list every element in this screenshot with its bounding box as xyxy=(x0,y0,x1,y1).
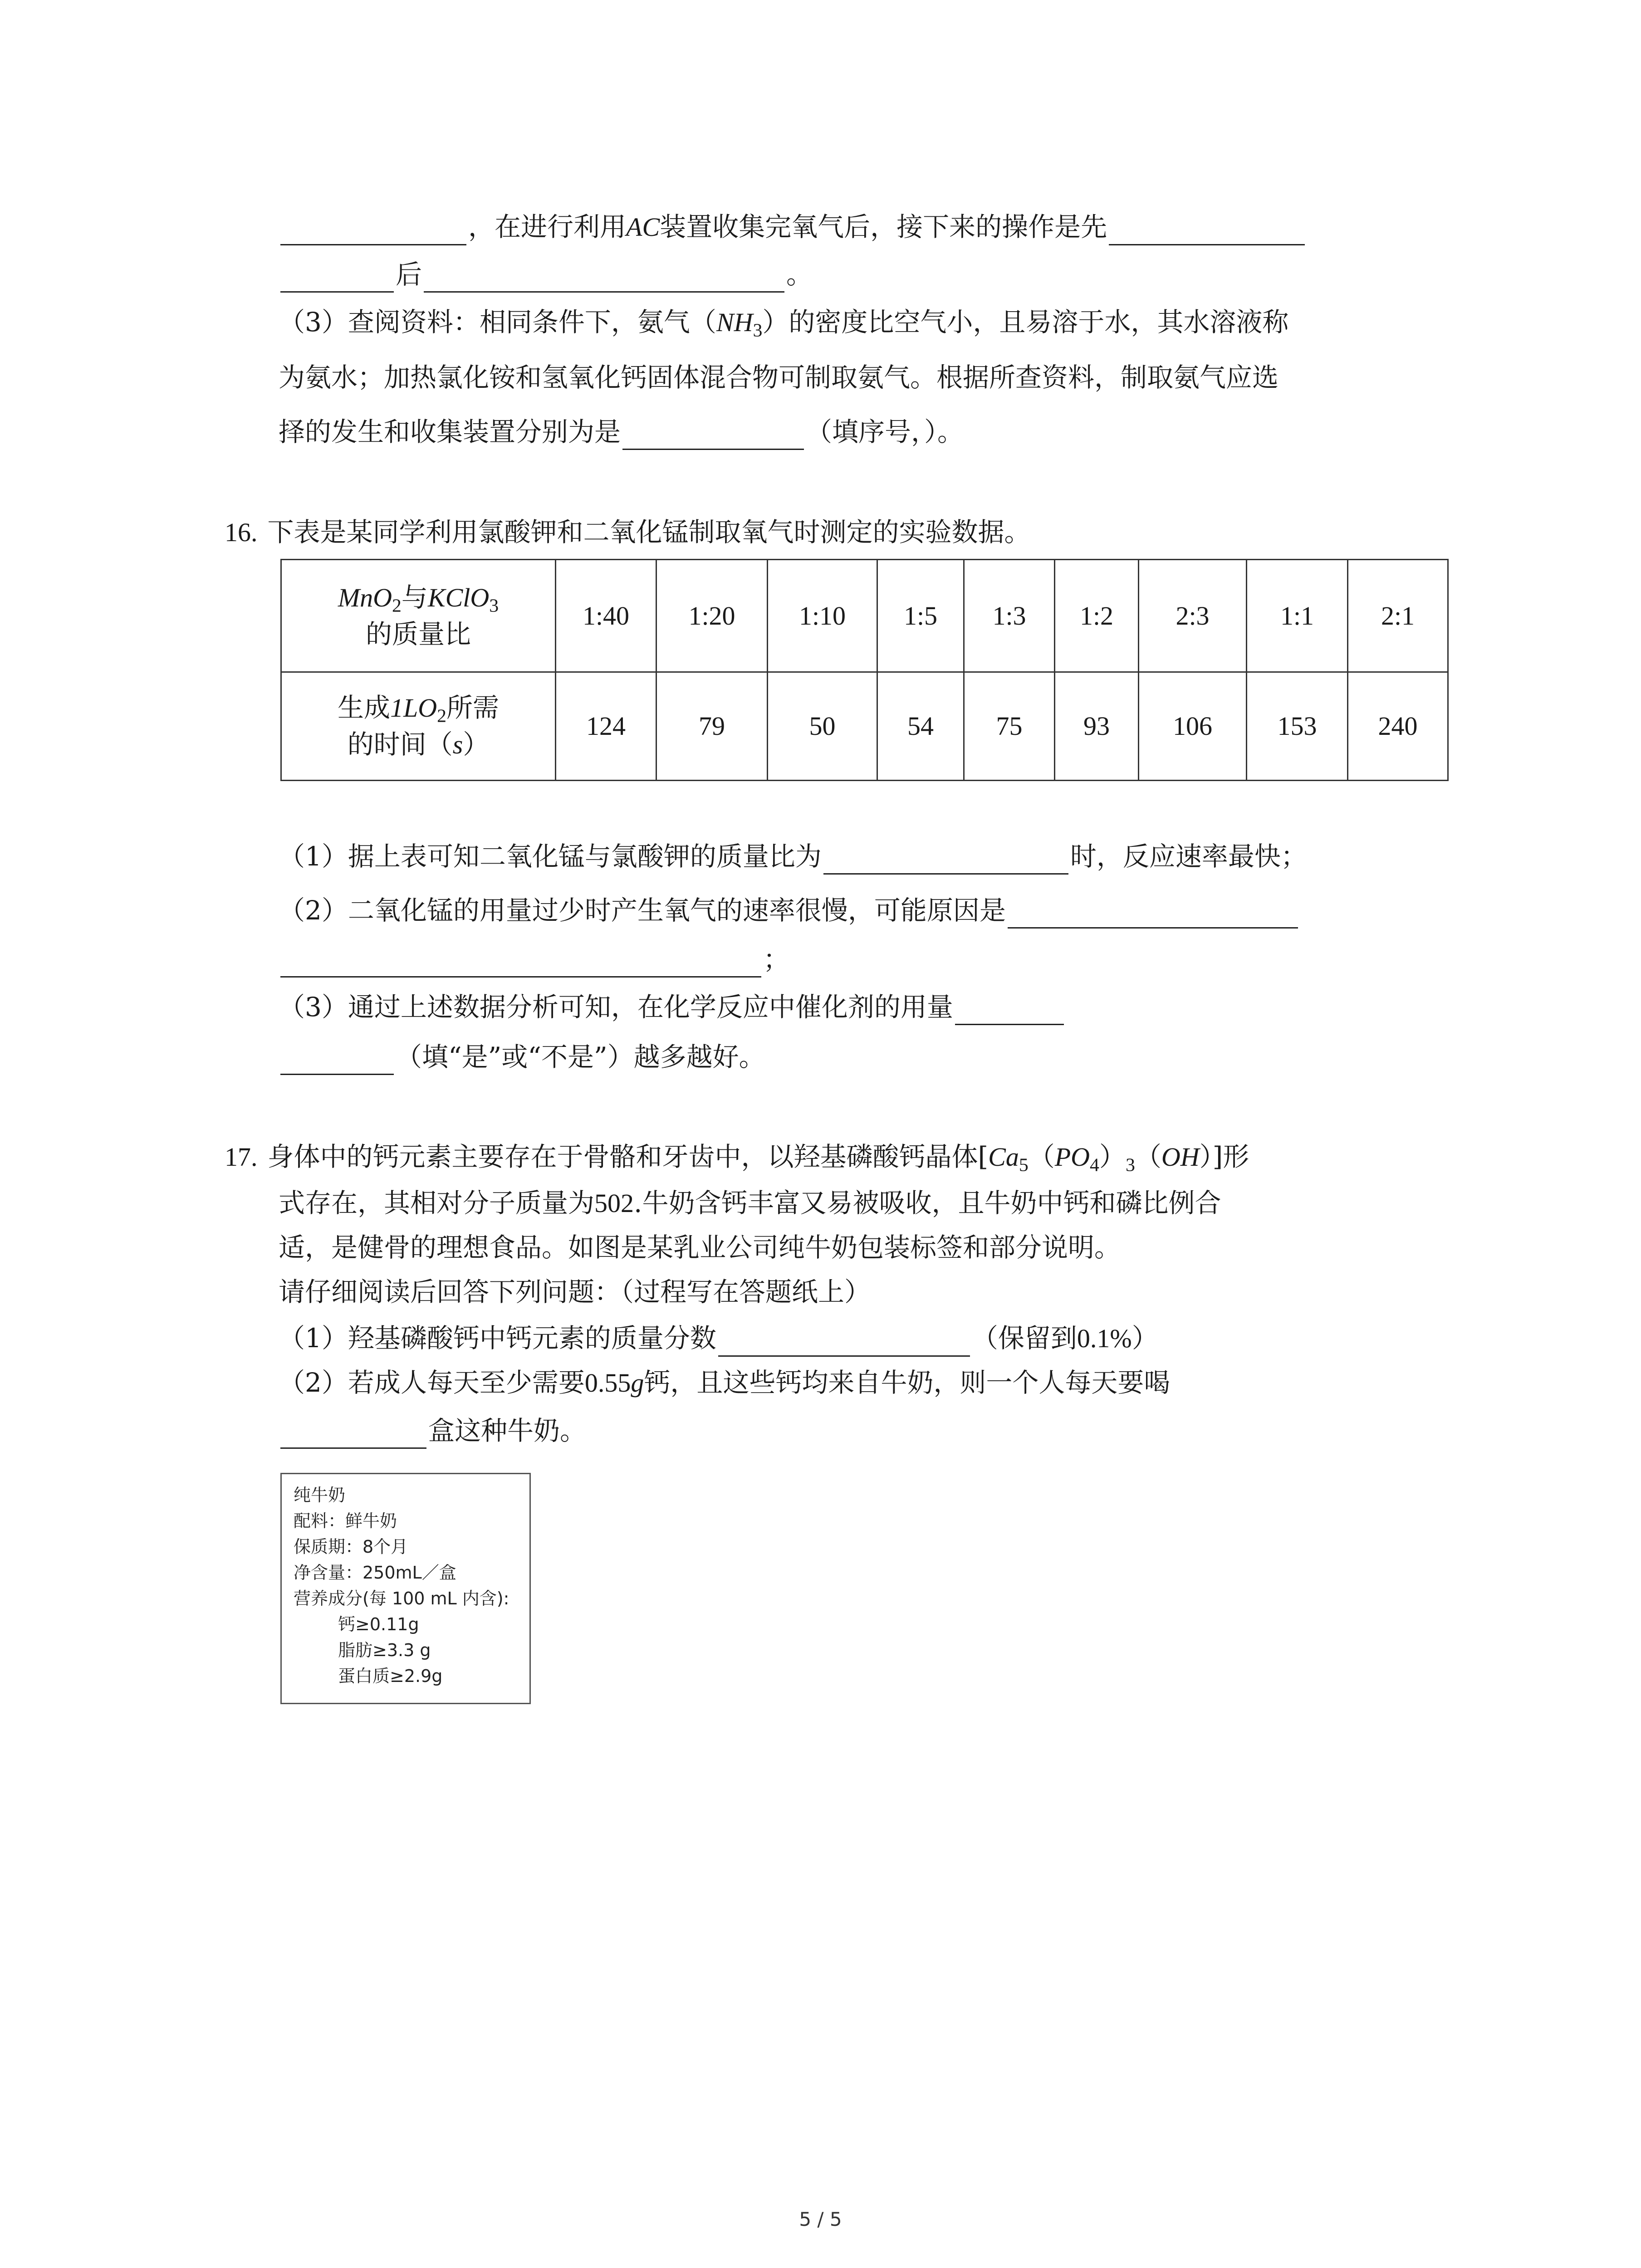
milk-label xyxy=(280,1473,531,1704)
q17-line-2 xyxy=(279,1185,1221,1222)
text-segment: （保留到 xyxy=(971,1323,1077,1354)
answer-blank[interactable] xyxy=(280,949,761,978)
q16-stem xyxy=(225,514,1031,551)
subscript: 3 xyxy=(753,320,763,341)
text-segment: （2）二氧化锰的用量过少时产生氧气的速率很慢，可能原因是 xyxy=(279,895,1006,926)
text-segment: （3）通过上述数据分析可知，在化学反应中催化剂的用量 xyxy=(279,992,953,1022)
number: 0.55 xyxy=(584,1368,631,1398)
answer-blank[interactable] xyxy=(1109,217,1305,245)
table-cell: 1:20 xyxy=(656,560,768,672)
text-segment: （1）羟基磷酸钙中钙元素的质量分数 xyxy=(279,1323,716,1354)
text-segment: .牛奶含钙丰富又易被吸收，且牛奶中钙和磷比例合 xyxy=(634,1188,1221,1218)
table-cell: 2:3 xyxy=(1139,560,1247,672)
q16-part2-line-2 xyxy=(279,941,789,978)
formula: PO xyxy=(1054,1142,1090,1172)
q17-line-3: 适，是健骨的理想食品。如图是某乳业公司纯牛奶包装标签和部分说明。 xyxy=(279,1232,1121,1263)
subscript: 3 xyxy=(1125,1154,1135,1176)
q15-part3-line-1 xyxy=(279,304,1288,341)
table-cell: 1:1 xyxy=(1247,560,1348,672)
text-segment: 身体中的钙元素主要存在于骨骼和牙齿中，以羟基磷酸钙晶体[ xyxy=(267,1141,989,1172)
variable: AC xyxy=(626,212,660,242)
question-number: 16. xyxy=(225,518,258,547)
table-row-time xyxy=(281,672,1448,781)
q15-line-1 xyxy=(279,209,1307,245)
answer-blank[interactable] xyxy=(718,1328,970,1357)
q17-line-4: 请仔细阅读后回答下列问题：（过程写在答题纸上） xyxy=(279,1276,871,1307)
text-segment: ； xyxy=(763,944,790,975)
q17-line-1: 17. 身体中的钙元素主要存在于骨骼和牙齿中，以羟基磷酸钙晶体$[Ca_5(PO_4)_3(OH)]$形 xyxy=(225,1141,1249,1176)
text-segment: 装置收集完氧气后，接下来的操作是先 xyxy=(660,211,1107,242)
text-segment: 时，反应速率最快； xyxy=(1070,841,1307,872)
text-segment: ） xyxy=(1132,1323,1158,1354)
table-cell: 2:1 xyxy=(1348,560,1448,672)
number: 502 xyxy=(594,1188,634,1218)
q16-part2-line-1 xyxy=(279,892,1300,929)
text-segment: （填序号，）。 xyxy=(806,416,964,447)
answer-blank[interactable] xyxy=(955,997,1064,1025)
text-segment: （2）若成人每天至少需要 xyxy=(279,1367,585,1398)
text-segment: ，在进行利用 xyxy=(468,211,627,242)
table-cell: 54 xyxy=(877,672,964,781)
text-segment: （3）查阅资料：相同条件下，氨气（ xyxy=(279,307,716,337)
text-segment: 式存在，其相对分子质量为 xyxy=(279,1188,595,1218)
label-ingredients: 配料：鲜牛奶 xyxy=(294,1511,397,1531)
table-cell: 50 xyxy=(768,672,877,781)
q16-part3-line-1 xyxy=(279,989,1066,1025)
answer-blank[interactable] xyxy=(823,846,1068,875)
label-title: 纯牛奶 xyxy=(294,1485,346,1505)
text-segment: 后 xyxy=(396,259,422,290)
formula: NH xyxy=(716,308,753,337)
table-cell: 79 xyxy=(656,672,768,781)
question-stem: 下表是某同学利用氯酸钾和二氧化锰制取氧气时测定的实验数据。 xyxy=(267,517,1031,547)
label-net-content: 净含量：250mL／盒 xyxy=(294,1563,456,1583)
text-segment: 。 xyxy=(786,259,813,290)
formula: Ca xyxy=(988,1142,1019,1172)
table-cell: 1:10 xyxy=(768,560,877,672)
q16-part1 xyxy=(279,838,1307,875)
answer-blank[interactable] xyxy=(622,421,804,450)
table-cell: 240 xyxy=(1348,672,1448,781)
table-header-ratio: MnO$_2$与KClO$_3$ 的质量比 xyxy=(281,560,556,672)
label-nutrition-heading: 营养成分(每 100 mL 内含): xyxy=(294,1589,509,1608)
table-row-ratio xyxy=(281,560,1448,672)
table-cell: 75 xyxy=(964,672,1055,781)
subscript: 4 xyxy=(1090,1154,1099,1176)
table-cell: 1:40 xyxy=(556,560,656,672)
formula: OH xyxy=(1161,1142,1200,1172)
q17-part2-line-2 xyxy=(279,1413,586,1449)
table-cell: 1:5 xyxy=(877,560,964,672)
table-cell: 153 xyxy=(1247,672,1348,781)
answer-blank[interactable] xyxy=(1008,900,1298,929)
label-fat: 脂肪≥3.3 g xyxy=(338,1640,431,1660)
number: 0.1% xyxy=(1077,1324,1132,1353)
answer-blank[interactable] xyxy=(280,1420,426,1449)
experiment-data-table xyxy=(280,559,1449,781)
answer-blank[interactable] xyxy=(280,264,394,293)
table-cell: 1:2 xyxy=(1055,560,1139,672)
answer-blank[interactable] xyxy=(280,1046,394,1075)
text-segment: ）的密度比空气小，且易溶于水，其水溶液称 xyxy=(762,307,1289,337)
subscript: 5 xyxy=(1019,1154,1029,1176)
table-cell: 93 xyxy=(1055,672,1139,781)
label-shelf-life: 保质期：8个月 xyxy=(294,1537,408,1557)
text-segment: （填“是”或“不是”）越多越好。 xyxy=(396,1041,765,1072)
table-cell: 124 xyxy=(556,672,656,781)
label-protein: 蛋白质≥2.9g xyxy=(338,1666,443,1686)
text-segment: 择的发生和收集装置分别为是 xyxy=(279,416,621,447)
q15-part3-line-3 xyxy=(279,414,964,450)
text-segment: （1）据上表可知二氧化锰与氯酸钾的质量比为 xyxy=(279,841,822,872)
q17-part2-line-1 xyxy=(279,1364,1170,1401)
table-cell: 106 xyxy=(1139,672,1247,781)
page-number: 5 / 5 xyxy=(799,2208,842,2230)
q15-line-2 xyxy=(279,256,813,293)
answer-blank[interactable] xyxy=(280,217,466,245)
text-segment: 钙，且这些钙均来自牛奶，则一个人每天要喝 xyxy=(644,1367,1171,1398)
q15-part3-line-2: 为氨水；加热氯化铵和氢氧化钙固体混合物可制取氨气。根据所查资料，制取氨气应选 xyxy=(279,362,1279,393)
question-number: 17. xyxy=(225,1142,258,1172)
q17-part1 xyxy=(279,1320,1158,1357)
label-calcium: 钙≥0.11g xyxy=(338,1614,419,1634)
table-cell: 1:3 xyxy=(964,560,1055,672)
q16-part3-line-2 xyxy=(279,1039,765,1075)
text-segment: 盒这种牛奶。 xyxy=(428,1415,587,1446)
unit: g xyxy=(631,1368,644,1398)
table-header-time: 生成$1LO_2$所需 的时间（s） xyxy=(281,672,556,781)
answer-blank[interactable] xyxy=(424,264,784,293)
